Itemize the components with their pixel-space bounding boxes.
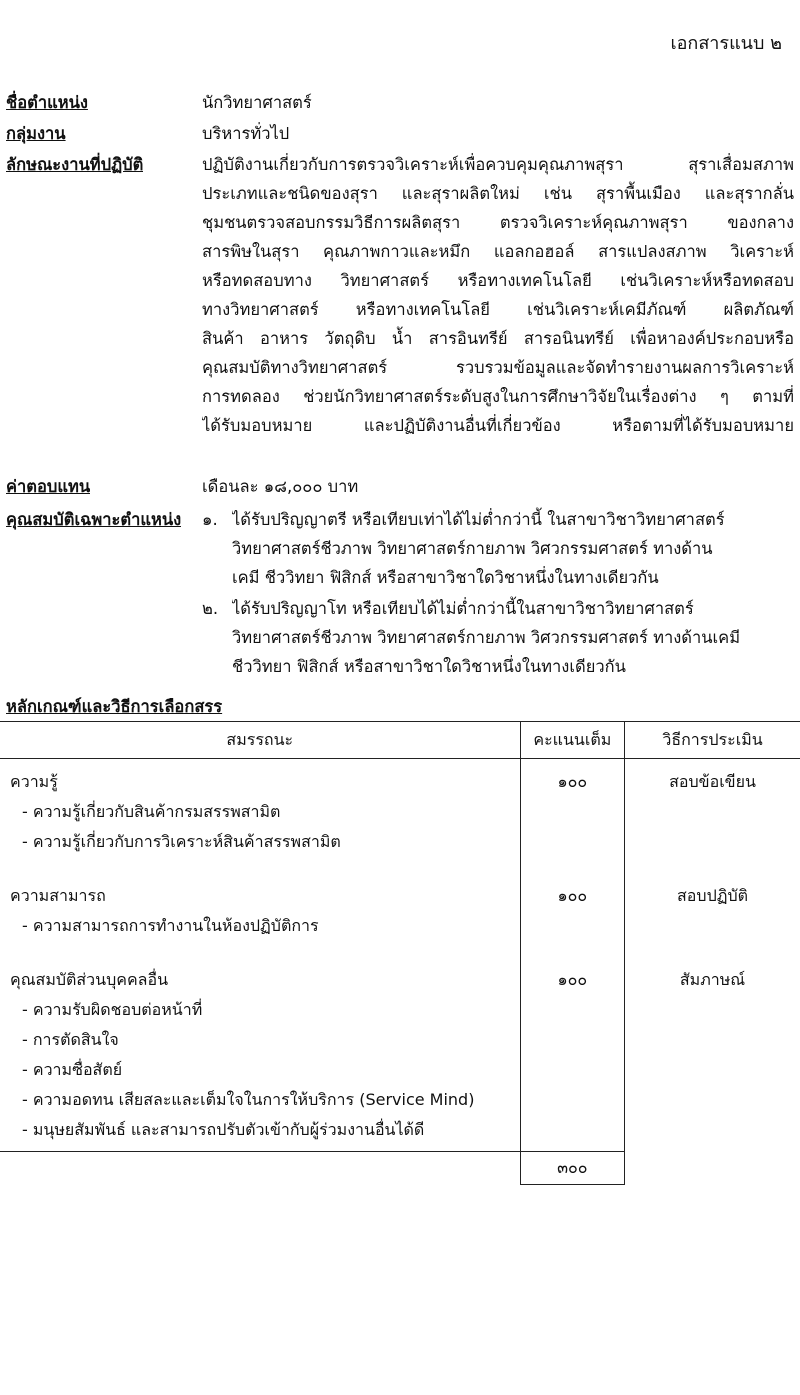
method-value: สอบปฏิบัติ: [677, 886, 749, 905]
table-row: [0, 881, 800, 965]
salary-value: เดือนละ ๑๘,๐๐๐ บาท: [202, 477, 359, 496]
method-cell: [625, 759, 800, 882]
qualification-number: ๑.: [202, 510, 218, 529]
qualifications-list: [202, 505, 794, 681]
qualification-line: วิทยาศาสตร์ชีวภาพ วิทยาศาสตร์กายภาพ วิศวกรรมศาสตร์ ทางด้าน: [232, 539, 713, 558]
salary-label: ค่าตอบแทน: [6, 477, 91, 496]
position-name-value: นักวิทยาศาสตร์: [202, 93, 312, 112]
score-cell: [520, 759, 624, 882]
duties-text: [202, 150, 794, 440]
attachment-label: เอกสารแนบ ๒: [670, 33, 782, 54]
duties-line: คุณสมบัติทางวิทยาศาสตร์ รวบรวมข้อมูลและจัดทำรายงานผลการวิเคราะห์: [202, 358, 794, 377]
list-item: - ความรู้เกี่ยวกับการวิเคราะห์สินค้าสรรพสามิต: [22, 832, 341, 851]
list-item: - ความซื่อสัตย์: [22, 1060, 123, 1079]
group-value: บริหารทั่วไป: [202, 124, 290, 143]
list-item: - ความอดทน เสียสละและเต็มใจในการให้บริการ (Service Mind): [22, 1090, 475, 1109]
competency-cell: [0, 881, 520, 965]
method-value: สอบข้อเขียน: [669, 772, 756, 791]
category-ability: ความสามารถ: [10, 886, 106, 905]
total-row: [0, 1152, 800, 1185]
method-cell: [625, 965, 800, 1152]
list-item: - ความรู้เกี่ยวกับสินค้ากรมสรรพสามิต: [22, 802, 281, 821]
position-name-row: [6, 88, 794, 117]
table-header-row: [0, 722, 800, 759]
duties-line: สารพิษในสุรา คุณภาพกาวและหมึก แอลกอฮอล์ สารแปลงสภาพ วิเคราะห์: [202, 242, 794, 261]
qualification-line: ชีววิทยา ฟิสิกส์ หรือสาขาวิชาใดวิชาหนึ่งในทางเดียวกัน: [232, 657, 626, 676]
list-item: - ความสามารถการทำงานในห้องปฏิบัติการ: [22, 916, 319, 935]
group-row: [6, 119, 794, 148]
duties-line: หรือทดสอบทาง วิทยาศาสตร์ หรือทางเทคโนโลยี เช่นวิเคราะห์หรือทดสอบ: [202, 271, 794, 290]
criteria-title: หลักเกณฑ์และวิธีการเลือกสรร: [6, 697, 223, 716]
method-value: สัมภาษณ์: [679, 970, 746, 989]
position-name-label: ชื่อตำแหน่ง: [6, 93, 88, 112]
qualifications-row: [6, 505, 794, 685]
list-item: - มนุษยสัมพันธ์ และสามารถปรับตัวเข้ากับผู้ร่วมงานอื่นได้ดี: [22, 1120, 425, 1139]
qualification-number: ๒.: [202, 599, 219, 618]
header-method: วิธีการประเมิน: [625, 722, 800, 759]
competency-cell: [0, 759, 520, 882]
qualification-item: [202, 594, 794, 681]
qualification-line: ได้รับปริญญาโท หรือเทียบได้ไม่ต่ำกว่านี้ในสาขาวิชาวิทยาศาสตร์: [232, 599, 694, 618]
group-label: กลุ่มงาน: [6, 124, 66, 143]
duties-line: สินค้า อาหาร วัตถุดิบ น้ำ สารอินทรีย์ สารอนินทรีย์ เพื่อหาองค์ประกอบหรือ: [202, 329, 794, 348]
duties-line: ประเภทและชนิดของสุรา และสุราผลิตใหม่ เช่น สุราพื้นเมือง และสุรากลั่น: [202, 184, 794, 203]
header-full-score: คะแนนเต็ม: [520, 722, 624, 759]
duties-line: การทดลอง ช่วยนักวิทยาศาสตร์ระดับสูงในการศึกษาวิจัยในเรื่องต่าง ๆ ตามที่: [202, 387, 794, 406]
competency-cell: [0, 965, 520, 1152]
score-value: ๑๐๐: [557, 970, 588, 989]
total-score: ๓๐๐: [520, 1152, 624, 1185]
list-item: - การตัดสินใจ: [22, 1030, 119, 1049]
qualification-line: วิทยาศาสตร์ชีวภาพ วิทยาศาสตร์กายภาพ วิศวกรรมศาสตร์ ทางด้านเคมี: [232, 628, 741, 647]
qualification-line: เคมี ชีววิทยา ฟิสิกส์ หรือสาขาวิชาใดวิชาหนึ่งในทางเดียวกัน: [232, 568, 659, 587]
header-competency: สมรรถนะ: [0, 722, 520, 759]
salary-row: [6, 472, 794, 501]
criteria-table: [0, 721, 800, 1185]
score-value: ๑๐๐: [557, 772, 588, 791]
duties-line: ทางวิทยาศาสตร์ หรือทางเทคโนโลยี เช่นวิเคราะห์เคมีภัณฑ์ ผลิตภัณฑ์: [202, 300, 794, 319]
duties-label: ลักษณะงานที่ปฏิบัติ: [6, 155, 144, 174]
category-knowledge: ความรู้: [10, 772, 58, 791]
duties-line: ชุมชนตรวจสอบกรรมวิธีการผลิตสุรา ตรวจวิเคราะห์คุณภาพสุรา ของกลาง: [202, 213, 794, 232]
duties-line: ได้รับมอบหมาย และปฏิบัติงานอื่นที่เกี่ยวข้อง หรือตามที่ได้รับมอบหมาย: [202, 416, 794, 435]
duties-row: [6, 150, 794, 470]
score-cell: [520, 965, 624, 1152]
qualification-item: [202, 505, 794, 592]
table-row: [0, 965, 800, 1152]
qualification-line: ได้รับปริญญาตรี หรือเทียบเท่าได้ไม่ต่ำกว่านี้ ในสาขาวิชาวิทยาศาสตร์: [232, 510, 725, 529]
list-item: - ความรับผิดชอบต่อหน้าที่: [22, 1000, 203, 1019]
score-value: ๑๐๐: [557, 886, 588, 905]
duties-line: ปฏิบัติงานเกี่ยวกับการตรวจวิเคราะห์เพื่อควบคุมคุณภาพสุรา สุราเสื่อมสภาพ: [202, 155, 794, 174]
method-cell: [625, 881, 800, 965]
table-row: [0, 759, 800, 882]
category-personal-attributes: คุณสมบัติส่วนบุคคลอื่น: [10, 970, 169, 989]
score-cell: [520, 881, 624, 965]
qualifications-label: คุณสมบัติเฉพาะตำแหน่ง: [6, 510, 182, 529]
